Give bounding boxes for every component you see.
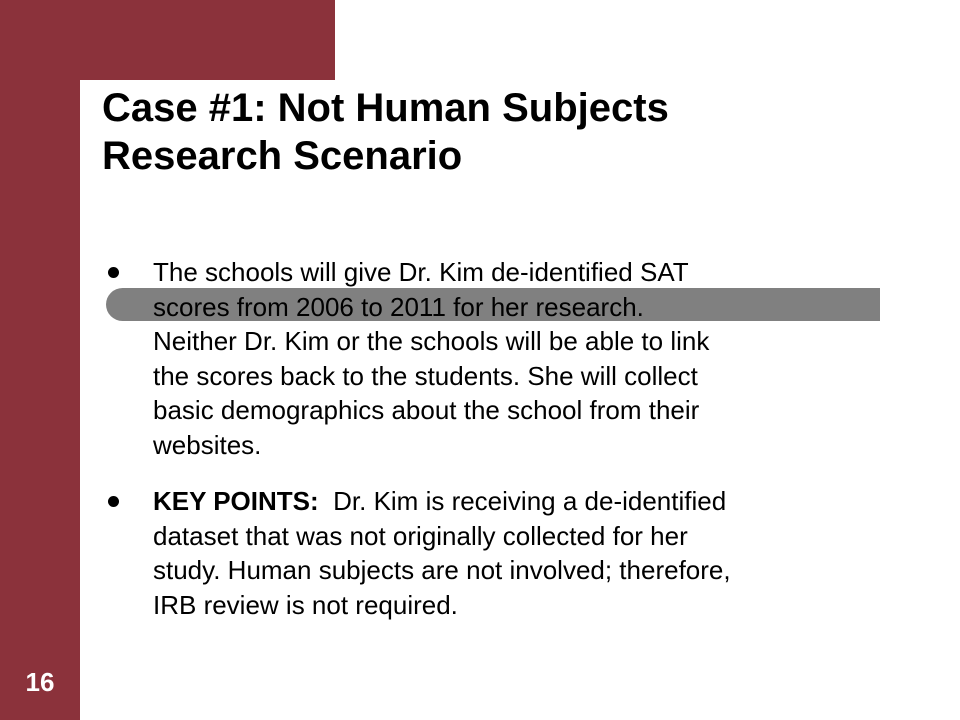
bullet-scenario: [108, 255, 878, 462]
bullet-line: [153, 484, 878, 519]
bullet-dot-icon: [108, 267, 119, 278]
key-points-label: KEY POINTS:: [153, 486, 319, 516]
bullet-line: the scores back to the students. She will collect: [153, 360, 698, 391]
bullet-line: basic demographics about the school from their: [153, 395, 700, 425]
bullet-line: dataset that was not originally collected for her: [153, 520, 688, 551]
bullet-line: study. Human subjects are not involved; therefore,: [153, 555, 731, 585]
title-line: Case #1: Not Human Subjects: [102, 86, 669, 130]
bullet-line: Neither Dr. Kim or the schools will be able to link: [153, 326, 710, 356]
slide-number: 16: [25, 667, 55, 697]
bullet-line: scores from 2006 to 2011 for her research.: [153, 291, 644, 322]
bullet-dot-icon: [108, 496, 119, 507]
bullet-key-points: [108, 484, 878, 622]
left-accent-band: [0, 0, 80, 720]
top-accent-band: [80, 0, 335, 80]
slide-title: [102, 84, 862, 180]
bullet-list: [108, 255, 878, 644]
key-points-text: Dr. Kim is receiving a de-identified: [318, 486, 727, 516]
bullet-line: IRB review is not required.: [153, 589, 458, 620]
bullet-line: websites.: [153, 429, 262, 460]
title-line: Research Scenario: [102, 134, 463, 178]
bullet-line: The schools will give Dr. Kim de-identified SAT: [153, 257, 689, 287]
